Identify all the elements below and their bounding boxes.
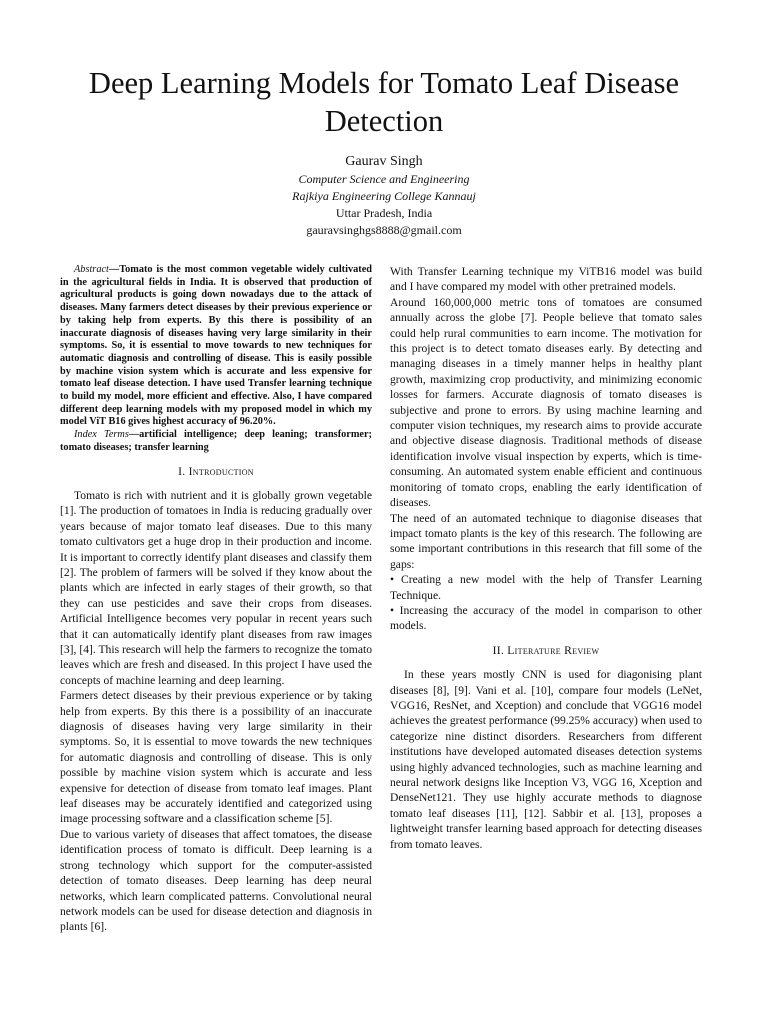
author-location: Uttar Pradesh, India: [335, 206, 433, 220]
paragraph: Due to various variety of diseases that affect tomatoes, the disease identification process of tomato is difficult. Deep learning is a strong technology which support for the computer-assisted detection of tomato diseases. Deep learning has deep neural networks, which learn complicated patterns. Convolutional neural network models can be used for disease detection and diagnosis in plants [6].: [60, 827, 372, 934]
abstract: [60, 264, 372, 429]
abstract-text: —Tomato is the most common vegetable widely cultivated in the agricultural fields in India. It is observed that production of agricultural products is going down nowadays due to the attack of diseases. Many farmers detect diseases by their previous experience or by taking help from experts. By this there is possibility of an inaccurate diagnosis of diseases having very large similarity in their symptoms. So, it is essential to move towards to new techniques for automatic diagnosis and controlling of disease. This is easily possible by machine vision system which is accurate and less expensive for tomato leaf disease detection. I have used Transfer learning technique to build my model, more efficient and effective. Also, I have compared different deep learning models with my proposed model in which my model ViT B16 gives highest accuracy of 96.20%.: [60, 264, 372, 428]
list-item: • Creating a new model with the help of Transfer Learning Technique.: [390, 573, 702, 602]
author-institution: Rajkiya Engineering College Kannauj: [292, 189, 476, 203]
section-heading-literature-review: II. Literature Review: [492, 643, 600, 657]
paragraph: Tomato is rich with nutrient and it is globally grown vegetable [1]. The production of tomatoes in India is reducing gradually over years because of major tomato leaf diseases. Due to this many tomato cultivators get a huge drop in their production and income. It is important to correctly identify plant diseases and classify them [2]. The problem of farmers will be solved if they know about the plants which are infected in early stages of their growth, so that they can use pesticides and save their crops from diseases. Artificial Intelligence becomes very popular in recent years such that it can automatically identify plant diseases from raw images [3], [4]. This research will help the farmers to recognize the tomato leaves which are fresh and diseased. In this project I have used the concepts of machine learning and deep learning.: [60, 488, 372, 687]
index-terms-text: —artificial intelligence; deep leaning; transformer; tomato diseases; transfer learning: [60, 429, 372, 453]
author-email: gauravsinghgs8888@gmail.com: [306, 223, 462, 237]
author-department: Computer Science and Engineering: [298, 172, 470, 186]
author-block: [0, 153, 768, 239]
paragraph: Farmers detect diseases by their previous experience or by taking help from experts. By this there is a possibility of an inaccurate diagnosis of diseases having very large similarity in their symptoms. So, it is essential to move towards the new techniques for automatic diagnosis and controlling of disease. This is only possible by machine vision system which is accurate and less expensive for detection of disease from tomato leaf images. Plant leaf diseases may be accurately identified and categorized using image processing software and a classification scheme [5].: [60, 689, 372, 826]
section-heading-introduction: I. Introduction: [178, 464, 254, 478]
paragraph: The need of an automated technique to diagonise diseases that impact tomato plants is the key of this research. The following are some important contributions in this research that fill some of the gaps:: [390, 511, 702, 571]
paragraph: With Transfer Learning technique my ViTB16 model was build and I have compared my model with other pretrained models.: [390, 265, 702, 294]
index-terms: [60, 429, 372, 454]
paper-title: Deep Learning Models for Tomato Leaf Disease Detection: [88, 66, 680, 138]
abstract-label: Abstract: [74, 264, 109, 275]
right-column: [390, 264, 702, 852]
left-column: [60, 264, 372, 935]
author-name: Gaurav Singh: [345, 154, 423, 169]
list-item: • Increasing the accuracy of the model in comparison to other models.: [390, 603, 702, 633]
paragraph: Around 160,000,000 metric tons of tomatoes are consumed annually across the globe [7]. People believe that tomato sales could help rural communities to earn income. The motivation for this project is to detect tomato diseases early. By detecting and managing diseases in a timely manner helps in healthy plant growth, maximizing crop productivity, and minimizing economic losses for farmers. Accurate diagnosis of tomato diseases is subjective and prone to errors. By using machine learning and computer vision techniques, my research aims to provide accurate and objective disease diagnosis. Traditional methods of disease identification involve visual inspection by experts, which is time-consuming. An automated system enable efficient and continuous monitoring of tomato crops, enabling the early identification of diseases.: [390, 295, 702, 510]
paragraph: In these years mostly CNN is used for diagonising plant diseases [8], [9]. Vani et al. [10], compare four models (LeNet, VGG16, ResNet, and Xception) and conclude that VGG16 model achieves the greatest performance (99.25% accuracy) when used to categorize nine distinct disorders. Researchers from different institutions have developed automated diseases detection systems using highly advanced technologies, such as machine learning and neural network designs like Inception V3, VGG 16, Xception and DenseNet121. They use highly accurate methods to diagnose tomato leaf diseases [11], [12]. Sabbir et al. [13], proposes a lightweight transfer learning based approach for detecting diseases from tomato leaves.: [390, 668, 702, 851]
index-terms-label: Index Terms: [74, 429, 129, 441]
